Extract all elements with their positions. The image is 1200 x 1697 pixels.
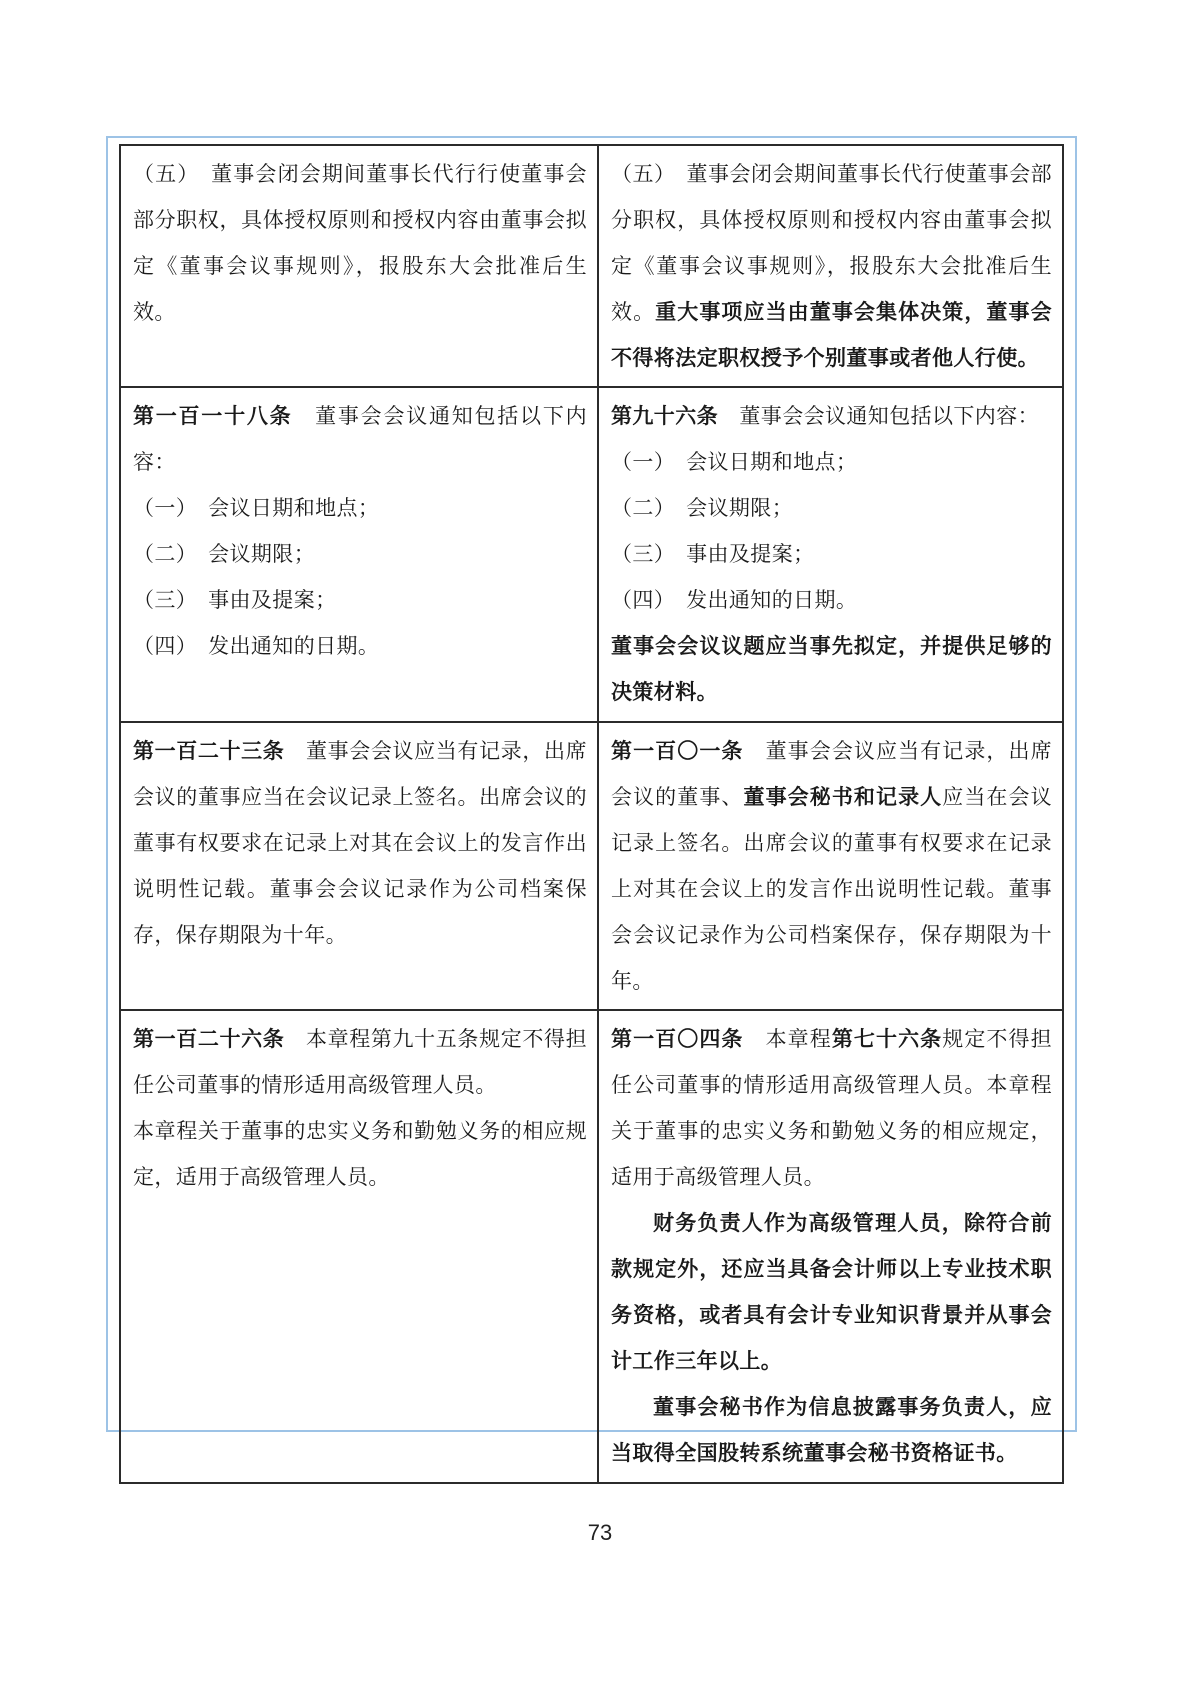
cell-row3-left: 第一百二十三条 董事会会议应当有记录，出席会议的董事应当在会议记录上签名。出席会议的董事有权要求在记录上对其在会议上的发言作出说明性记载。董事会会议记录作为公司档案保存，保存期限为十年。	[120, 722, 598, 1010]
cell-row1-left: （五） 董事会闭会期间董事长代行行使董事会部分职权，具体授权原则和授权内容由董事会拟定《董事会议事规则》，报股东大会批准后生效。	[120, 145, 598, 387]
table-outer-frame	[106, 136, 1077, 1465]
cell-row4-right: 第一百〇四条 本章程第七十六条规定不得担任公司董事的情形适用高级管理人员。本章程关于董事的忠实义务和勤勉义务的相应规定，适用于高级管理人员。 财务负责人作为高级管理人员，除符合前款规定外，还应当具备会计师以上专业技术职务资格，或者具有会计专业知识背景并从事会计工作三年以上。 董事会秘书作为信息披露事务负责人，应当取得全国股转系统董事会秘书资格证书。	[598, 1010, 1063, 1483]
table-row	[120, 722, 1063, 1010]
table-row	[120, 145, 1063, 387]
page-number: 73	[587, 1520, 613, 1545]
comparison-table	[119, 144, 1064, 1484]
cell-row2-left: 第一百一十八条 董事会会议通知包括以下内容： （一） 会议日期和地点； （二） 会议期限； （三） 事由及提案； （四） 发出通知的日期。	[120, 387, 598, 722]
cell-row1-right: （五） 董事会闭会期间董事长代行使董事会部分职权，具体授权原则和授权内容由董事会拟定《董事会议事规则》，报股东大会批准后生效。重大事项应当由董事会集体决策，董事会不得将法定职权授予个别董事或者他人行使。	[598, 145, 1063, 387]
table-row	[120, 1010, 1063, 1483]
cell-row2-right: 第九十六条 董事会会议通知包括以下内容： （一） 会议日期和地点； （二） 会议期限； （三） 事由及提案； （四） 发出通知的日期。 董事会会议议题应当事先拟定，并提供足够的决策材料。	[598, 387, 1063, 722]
cell-row4-left: 第一百二十六条 本章程第九十五条规定不得担任公司董事的情形适用高级管理人员。 本章程关于董事的忠实义务和勤勉义务的相应规定，适用于高级管理人员。	[120, 1010, 598, 1483]
cell-row3-right: 第一百〇一条 董事会会议应当有记录，出席会议的董事、董事会秘书和记录人应当在会议记录上签名。出席会议的董事有权要求在记录上对其在会议上的发言作出说明性记载。董事会会议记录作为公司档案保存，保存期限为十年。	[598, 722, 1063, 1010]
table-row	[120, 387, 1063, 722]
